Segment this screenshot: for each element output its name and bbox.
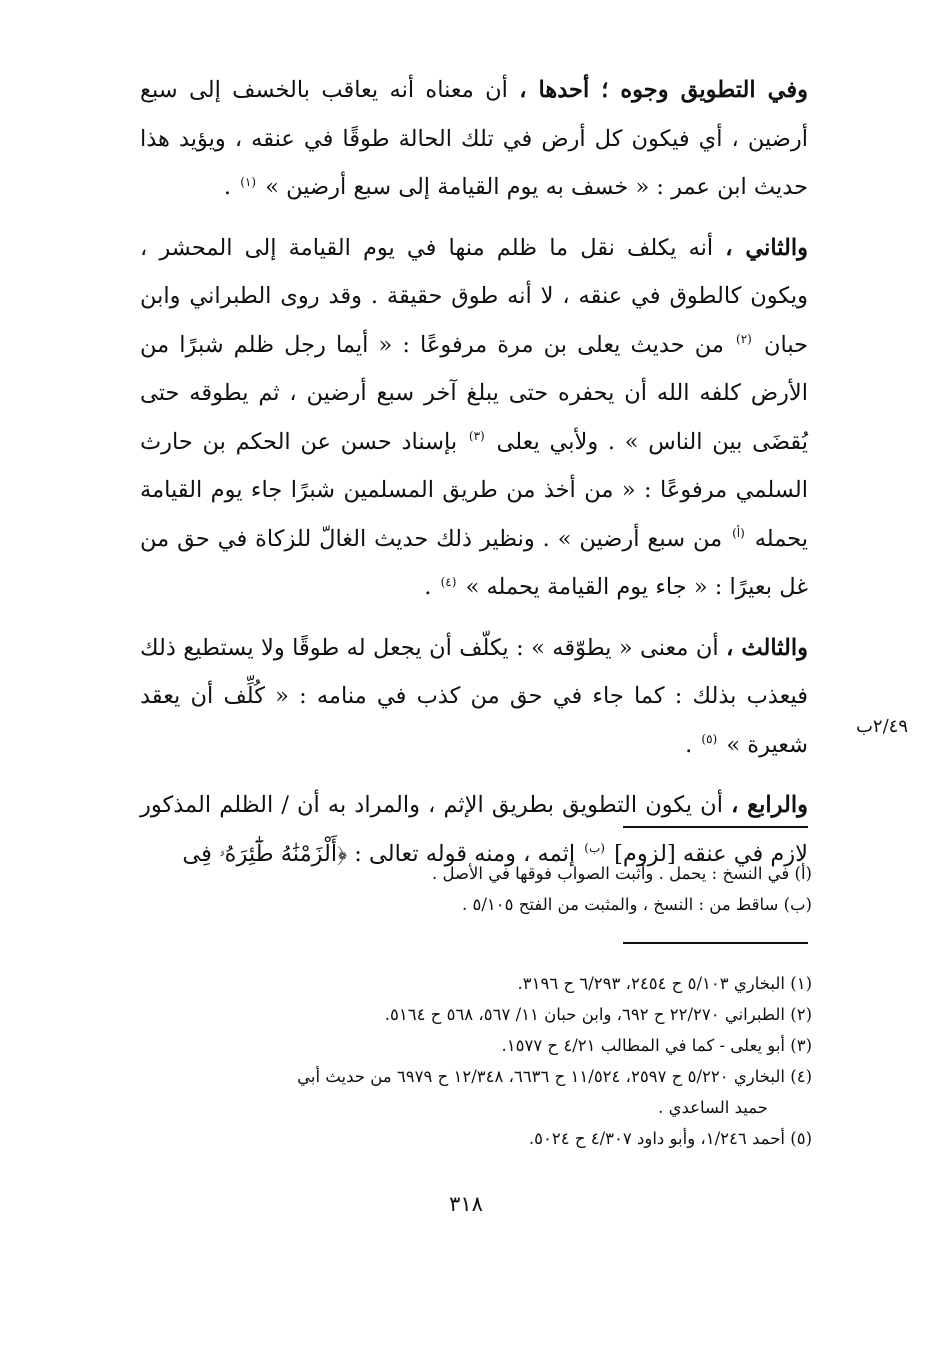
footnote-text: (٤) البخاري ٥/٢٢٠ ح ٢٥٩٧، ١١/٥٢٤ ح ٦٦٣٦، ١٢/٣٤٨ ح ٦٩٧٩ من حديث أبي: [297, 1067, 812, 1086]
manuscript-folio-reference: ٢/٤٩ب: [855, 716, 908, 737]
footnote-ref: (٣): [468, 429, 485, 443]
paragraph-end: .: [223, 174, 232, 200]
footnote-ref: (١): [240, 174, 257, 189]
paragraph-body: أنه يكلف نقل ما ظلم منها في يوم القيامة إلى المحشر ، ويكون كالطوق في عنقه ، لا أنه طوق حقيقة . وقد روى الطبراني وابن حبان: [140, 234, 809, 358]
footnote-ref: (٤): [440, 574, 457, 589]
apparatus-divider: [623, 826, 808, 828]
paragraph-end: .: [424, 574, 432, 600]
page-number: ٣١٨: [449, 1192, 483, 1216]
footnote-ref: (٢): [736, 332, 752, 346]
apparatus-note: (ب) ساقط من : النسخ ، والمثبت من الفتح ٥/١٠٥ .: [461, 895, 812, 914]
main-text: [140, 66, 808, 888]
paragraph-first-aspect: [140, 66, 808, 212]
footnote: (١) البخاري ٥/١٠٣ ح ٢٤٥٤، ٦/٢٩٣ ح ٣١٩٦.: [517, 974, 812, 993]
paragraph-lead: والثاني ،: [725, 234, 808, 261]
paragraph-lead: والثالث ،: [726, 634, 808, 661]
apparatus-ref: (أ): [732, 526, 745, 540]
footnotes-divider: [623, 942, 808, 944]
footnotes: [140, 968, 812, 1154]
paragraph-body: من حديث يعلى بن مرة مرفوعًا : « أيما رجل ظلم شبرًا من الأرض كلفه الله أن يحفره حتى يبلغ آخر سبع أرضين ، ثم يطوقه حتى يُقضَى بين الناس » . ولأبي يعلى: [140, 331, 809, 455]
footnote-continuation: حميد الساعدي .: [658, 1098, 768, 1117]
paragraph-end: .: [685, 731, 693, 758]
paragraph-body: أن يكون التطويق بطريق الإثم ، والمراد به أن / الظلم المذكور لازم في عنقه [لزوم]: [140, 792, 808, 867]
paragraph-third-aspect: [140, 624, 808, 770]
paragraph-second-aspect: [140, 224, 808, 612]
footnote-ref: (٥): [701, 732, 718, 746]
paragraph-lead: والرابع ،: [731, 792, 808, 818]
paragraph-body: إثمه ، ومنه قوله تعالى : ﴿أَلْزَمْنَٰهُ طَٰٓئِرَهُۥ فِى: [182, 840, 576, 867]
critical-apparatus: [140, 858, 812, 920]
footnote: (٢) الطبراني ٢٢/٢٧٠ ح ٦٩٢، وابن حبان ١١/ ٥٦٧، ٥٦٨ ح ٥١٦٤.: [384, 1005, 812, 1024]
paragraph-body: أن معناه أنه يعاقب بالخسف إلى سبع أرضين ، أي فيكون كل أرض في تلك الحالة طوقًا في عنقه ، ويؤيد هذا حديث ابن عمر : « خسف به يوم القيامة إلى سبع أرضين »: [140, 77, 808, 200]
footnote: (٥) أحمد ١/٢٤٦، وأبو داود ٤/٣٠٧ ح ٥٠٢٤.: [528, 1129, 812, 1148]
apparatus-ref: (ب): [584, 841, 605, 855]
paragraph-body: بإسناد حسن عن الحكم بن حارث السلمي مرفوعًا : « من أخذ من طريق المسلمين شبرًا جاء يوم القيامة يحمله: [140, 428, 809, 552]
footnote: (٣) أبو يعلى - كما في المطالب ٤/٢١ ح ١٥٧٧.: [501, 1036, 812, 1055]
paragraph-body: أن معنى « يطوّقه » : يكلّف أن يجعل له طوقًا ولا يستطيع ذلك فيعذب بذلك : كما جاء في حق من كذب في منامه : « كُلِّف أن يعقد شعيرة »: [140, 634, 808, 758]
apparatus-note: (أ) في النسخ : يحمل . وأثبت الصواب فوقها في الأصل .: [431, 864, 812, 883]
footnote: [140, 1061, 812, 1123]
paragraph-lead: وفي التطويق وجوه ؛ أحدها ،: [519, 77, 809, 103]
paragraph-body: من سبع أرضين » . ونظير ذلك حديث الغالّ للزكاة في حق من غل بعيرًا : « جاء يوم القيامة يحمله »: [140, 525, 808, 600]
